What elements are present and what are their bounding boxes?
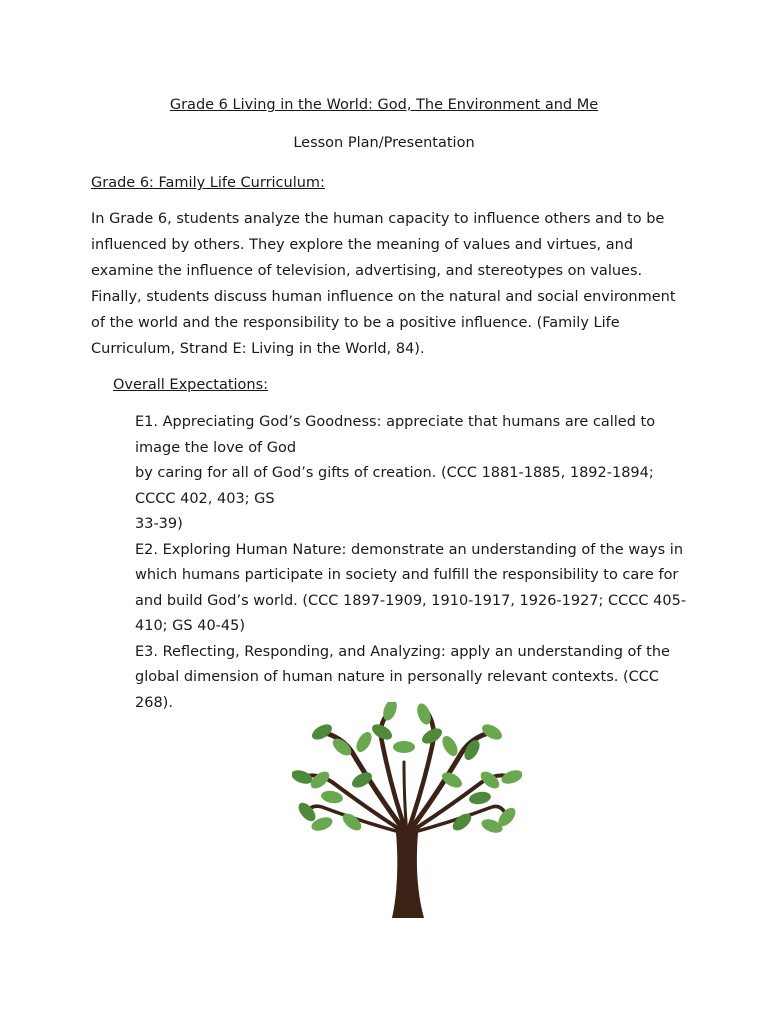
document-title: Grade 6 Living in the World: God, The Environment and Me [169,97,599,113]
tree-leaf [500,768,522,787]
overall-expectations-heading: Overall Expectations: [113,377,269,393]
intro-paragraph: In Grade 6, students analyze the human capacity to influence others and to be influenced by others. They explore the meaning of values and virtues, and examine the influence of television, advertising, and stereotypes on values. Finally, students discuss human influence on the natural and social environment of the world and the responsibility to be a positive influence. (Family Life Curriculum, Strand E: Living in the World, 84). [91,211,676,357]
expectation-e2: E2. Exploring Human Nature: demonstrate an understanding of the ways in which humans participate in society and fulfill the responsibility to care for and build God’s world. (CCC 1897-1909, 1910-1917, 1926-1927; CCCC 405-410; GS 40-45) [135,541,687,634]
document-subtitle: Lesson Plan/Presentation [293,135,475,151]
tree-leaf [479,721,504,742]
tree-leaf [468,790,492,806]
tree-leaf [309,721,334,742]
expectations-list [135,410,695,716]
tree-leaf [320,789,344,805]
tree-leaf [393,741,415,753]
tree-leaf [353,729,374,754]
expectation-e1: E1. Appreciating God’s Goodness: appreciate that humans are called to image the love of God by caring for all of God’s gifts of creation. (CCC 1881-1885, 1892-1894; CCCC 402, 403; GS 33-39) [135,414,656,532]
expectation-e3: E3. Reflecting, Responding, and Analyzing: apply an understanding of the global dimension of human nature in personally relevant contexts. (CCC 268). [135,643,670,711]
tree-leaf [295,800,318,825]
section-heading: Grade 6: Family Life Curriculum: [91,175,325,191]
tree-icon [292,702,522,922]
